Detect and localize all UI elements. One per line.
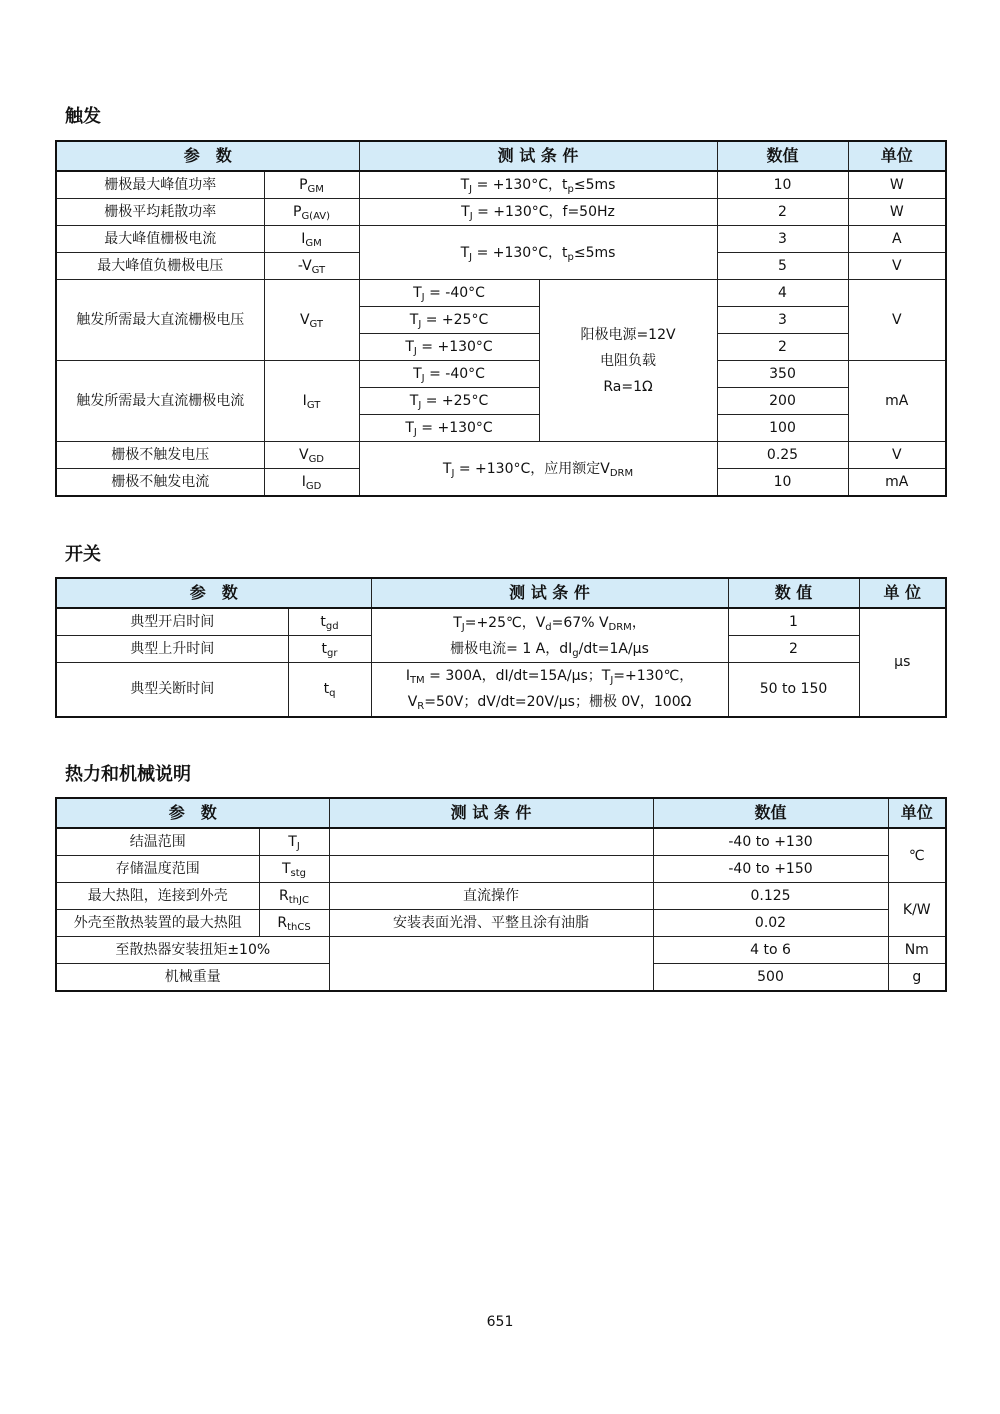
temp-condition: $T_J = +130^\circ C$: [359, 334, 539, 361]
temp-condition: $T_J = +130^\circ C$: [359, 415, 539, 442]
param-value: 10: [717, 469, 848, 497]
condition-line: $T_J=+25℃$，$V_d=67\%$ $V_{DRM}$，: [453, 614, 646, 633]
param-unit: mA: [848, 361, 946, 442]
param-symbol: $R_{thJC}$: [259, 883, 329, 910]
condition-line: $I_{TM} = 300A$，dI/dt=15A/μs；$T_J=+130℃$，: [405, 668, 694, 687]
param-unit: A: [848, 226, 946, 253]
param-value: 4 to 6: [653, 937, 888, 964]
page-number: 651: [486, 1314, 514, 1330]
param-unit: V: [848, 442, 946, 469]
param-unit: g: [888, 964, 946, 992]
header-param: 参 数: [56, 141, 359, 171]
header-unit: 单 位: [859, 578, 946, 608]
test-condition: $T_J = +130^\circ C$，$t_p\le 5ms$: [359, 226, 717, 280]
param-unit: Nm: [888, 937, 946, 964]
condition-line: $V_R=50V$；dV/dt=20V/μs；栅极 0V，100Ω: [407, 694, 692, 713]
param-symbol: $t_{gd}$: [288, 608, 371, 636]
param-symbol: $P_{G(AV)}$: [264, 199, 359, 226]
test-condition: 直流操作: [329, 883, 653, 910]
param-name: 最大峰值负栅极电压: [56, 253, 264, 280]
trigger-table: [55, 140, 947, 497]
param-name: 典型关断时间: [56, 663, 288, 717]
param-unit: ℃: [888, 828, 946, 883]
test-condition: $T_J = +130^\circ C$，f=50Hz: [359, 199, 717, 226]
param-value: 5: [717, 253, 848, 280]
param-name: 栅极平均耗散功率: [56, 199, 264, 226]
header-unit: 单位: [888, 798, 946, 828]
param-symbol: $V_{GT}$: [264, 280, 359, 361]
header-value: 数 值: [728, 578, 859, 608]
header-cond: 测 试 条 件: [371, 578, 728, 608]
param-unit: V: [848, 280, 946, 361]
param-unit: K/W: [888, 883, 946, 937]
param-value: 10: [717, 171, 848, 199]
param-value: -40 to +130: [653, 828, 888, 856]
param-symbol: $V_{GD}$: [264, 442, 359, 469]
param-name: 栅极不触发电压: [56, 442, 264, 469]
param-name: 存储温度范围: [56, 856, 259, 883]
switch-table: [55, 577, 947, 718]
param-unit: W: [848, 171, 946, 199]
param-name: 机械重量: [56, 964, 329, 992]
header-unit: 单位: [848, 141, 946, 171]
param-value: 350: [717, 361, 848, 388]
anode-line: 电阻负载: [600, 352, 657, 369]
temp-condition: $T_J = +25^\circ C$: [359, 307, 539, 334]
param-symbol: $I_{GD}$: [264, 469, 359, 497]
param-name: 最大峰值栅极电流: [56, 226, 264, 253]
param-name: 触发所需最大直流栅极电流: [56, 361, 264, 442]
param-value: 4: [717, 280, 848, 307]
temp-condition: $T_J = +25^\circ C$: [359, 388, 539, 415]
param-name: 触发所需最大直流栅极电压: [56, 280, 264, 361]
param-symbol: $t_{gr}$: [288, 636, 371, 663]
param-name: 至散热器安装扭矩±10%: [56, 937, 329, 964]
test-condition: [329, 828, 653, 856]
header-param: 参 数: [56, 578, 371, 608]
param-value: 200: [717, 388, 848, 415]
anode-line: Ra=1Ω: [603, 378, 653, 395]
test-condition: $T_J = +130^\circ C$，应用额定$V_{DRM}$: [359, 442, 717, 497]
anode-condition: [539, 280, 717, 442]
section-title-trigger: 触发: [65, 106, 101, 127]
temp-condition: $T_J = -40^\circ C$: [359, 361, 539, 388]
param-unit: W: [848, 199, 946, 226]
param-value: 100: [717, 415, 848, 442]
test-condition: [329, 856, 653, 883]
param-symbol: $I_{GT}$: [264, 361, 359, 442]
test-condition: [371, 608, 728, 663]
header-value: 数值: [653, 798, 888, 828]
param-symbol: $T_J$: [259, 828, 329, 856]
param-value: -40 to +150: [653, 856, 888, 883]
condition-line: 栅极电流= 1 A，$dI_g/dt=1A/\mu s$: [450, 640, 649, 659]
thermal-table: [55, 797, 947, 992]
param-value: 500: [653, 964, 888, 992]
param-unit: V: [848, 253, 946, 280]
param-unit: mA: [848, 469, 946, 497]
param-name: 外壳至散热装置的最大热阻: [56, 910, 259, 937]
param-value: 3: [717, 307, 848, 334]
anode-line: 阳极电源=12V: [580, 326, 676, 343]
param-name: 栅极最大峰值功率: [56, 171, 264, 199]
param-symbol: $P_{GM}$: [264, 171, 359, 199]
param-symbol: $t_q$: [288, 663, 371, 717]
section-title-thermal: 热力和机械说明: [65, 764, 191, 785]
header-cond: 测 试 条 件: [329, 798, 653, 828]
param-name: 典型开启时间: [56, 608, 288, 636]
param-value: 0.125: [653, 883, 888, 910]
param-unit: μs: [859, 608, 946, 717]
param-name: 典型上升时间: [56, 636, 288, 663]
param-value: 0.25: [717, 442, 848, 469]
param-value: 2: [717, 334, 848, 361]
param-symbol: $R_{thCS}$: [259, 910, 329, 937]
header-value: 数值: [717, 141, 848, 171]
header-cond: 测 试 条 件: [359, 141, 717, 171]
param-name: 结温范围: [56, 828, 259, 856]
param-name: 栅极不触发电流: [56, 469, 264, 497]
test-condition: [329, 937, 653, 992]
param-value: 50 to 150: [728, 663, 859, 717]
test-condition: $T_J = +130^\circ C$，$t_p\le 5ms$: [359, 171, 717, 199]
temp-condition: $T_J = -40^\circ C$: [359, 280, 539, 307]
param-symbol: $I_{GM}$: [264, 226, 359, 253]
test-condition: [371, 663, 728, 717]
param-symbol: $-V_{GT}$: [264, 253, 359, 280]
param-value: 1: [728, 608, 859, 636]
test-condition: 安装表面光滑、平整且涂有油脂: [329, 910, 653, 937]
param-name: 最大热阻，连接到外壳: [56, 883, 259, 910]
param-symbol: $T_{stg}$: [259, 856, 329, 883]
param-value: 2: [717, 199, 848, 226]
header-param: 参 数: [56, 798, 329, 828]
param-value: 2: [728, 636, 859, 663]
param-value: 3: [717, 226, 848, 253]
section-title-switch: 开关: [65, 544, 101, 565]
param-value: 0.02: [653, 910, 888, 937]
